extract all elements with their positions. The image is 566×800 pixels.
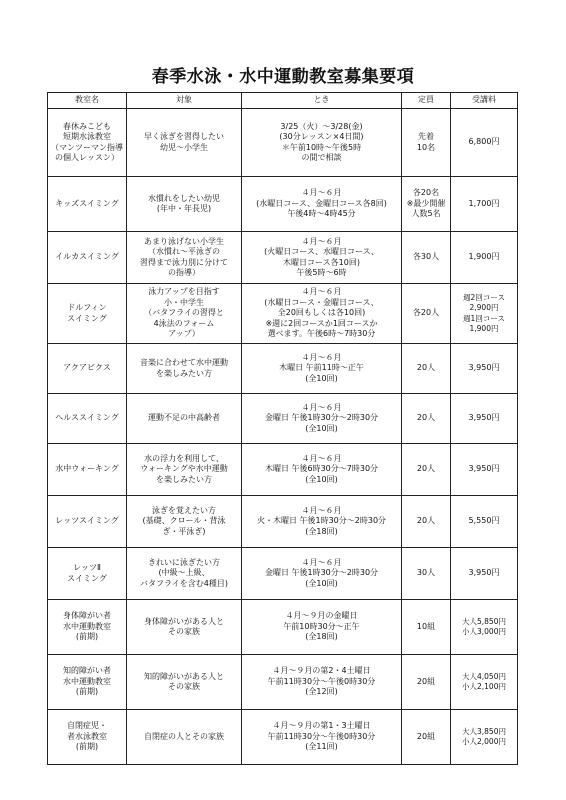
course-capacity: 20組 (402, 710, 451, 765)
table-row (48, 600, 518, 655)
course-target: 泳力アップを目指す 小・中学生 （バタフライの習得と 4泳法のフォーム アップ） (127, 284, 242, 344)
course-target: あまり泳げない小学生 （水慣れ～平泳ぎの 習得まで泳力別に分けて の指導） (127, 232, 242, 284)
table-row (48, 177, 518, 232)
course-fee: 3,950円 (451, 444, 518, 496)
course-time: 3/25（火）～3/28(金) (30分レッスン×4日間) ＊午前10時～午後5時 の間で相談 (242, 109, 402, 177)
course-name: レッツスイミング (48, 496, 127, 548)
course-name: イルカスイミング (48, 232, 127, 284)
course-fee: 3,950円 (451, 548, 518, 600)
course-time: ４月～６月 木曜日 午前11時～正午 (全10回) (242, 344, 402, 394)
course-time: ４月～９月の金曜日 午前10時30分～正午 (全18回) (242, 600, 402, 655)
header-row (48, 93, 518, 109)
course-target: 水の浮力を利用して、 ウォーキングや水中運動 を楽しみたい方 (127, 444, 242, 496)
course-capacity: 各20人 (402, 284, 451, 344)
header-fee: 受講料 (451, 93, 518, 109)
course-capacity: 各20名 ※最少開催 人数5名 (402, 177, 451, 232)
course-fee: 大人3,850円 小人2,000円 (451, 710, 518, 765)
table-row (48, 710, 518, 765)
course-time: ４月～９月の第2・4土曜日 午前11時30分～午後0時30分 (全12回) (242, 655, 402, 710)
course-target: 身体障がいがある人と その家族 (127, 600, 242, 655)
course-time: ４月～６月 火・木曜日 午後1時30分～2時30分 (全18回) (242, 496, 402, 548)
page-title: 春季水泳・水中運動教室募集要項 (151, 67, 415, 87)
table-row (48, 394, 518, 444)
course-name: 知的障がい者 水中運動教室 (前期) (48, 655, 127, 710)
course-fee: 6,800円 (451, 109, 518, 177)
course-fee: 1,700円 (451, 177, 518, 232)
course-name: キッズスイミング (48, 177, 127, 232)
course-capacity: 先着 10名 (402, 109, 451, 177)
course-capacity: 20人 (402, 444, 451, 496)
course-time: ４月～６月 (水曜日コース・金曜日コース、 全20回もしくは各10回) ※週に2回コースか1回コースか 選べます。午後6時～7時30分 (242, 284, 402, 344)
course-fee: 5,550円 (451, 496, 518, 548)
course-time: ４月～６月 金曜日 午後1時30分～2時30分 (全10回) (242, 394, 402, 444)
course-target: 知的障がいがある人と その家族 (127, 655, 242, 710)
course-capacity: 20人 (402, 394, 451, 444)
course-name: 春休みこども 短期水泳教室 （マンツーマン指導 の個人レッスン） (48, 109, 127, 177)
course-name: アクアビクス (48, 344, 127, 394)
course-name: 自閉症児・ 者水泳教室 (前期) (48, 710, 127, 765)
table-row (48, 344, 518, 394)
course-capacity: 20人 (402, 496, 451, 548)
course-capacity: 30人 (402, 548, 451, 600)
course-table (47, 92, 518, 765)
table-row (48, 444, 518, 496)
course-fee: 週2回コース 2,900円 週1回コース 1,900円 (451, 284, 518, 344)
course-capacity: 20組 (402, 655, 451, 710)
course-capacity: 20人 (402, 344, 451, 394)
course-time: ４月～６月 (水曜日コース、金曜日コース各8回) 午後4時～4時45分 (242, 177, 402, 232)
course-fee: 3,950円 (451, 394, 518, 444)
course-fee: 1,900円 (451, 232, 518, 284)
table-row (48, 548, 518, 600)
course-fee: 大人5,850円 小人3,000円 (451, 600, 518, 655)
course-name: ドルフィン スイミング (48, 284, 127, 344)
table-row (48, 232, 518, 284)
header-target: 対象 (127, 93, 242, 109)
course-target: 運動不足の中高齢者 (127, 394, 242, 444)
course-target: 自閉症の人とその家族 (127, 710, 242, 765)
course-target: きれいに泳ぎたい方 (中級～上級、 バタフライを含む4種目) (127, 548, 242, 600)
table-row (48, 109, 518, 177)
course-fee: 3,950円 (451, 344, 518, 394)
course-target: 音楽に合わせて水中運動 を楽しみたい方 (127, 344, 242, 394)
table-row (48, 655, 518, 710)
course-target: 早く泳ぎを習得したい 幼児～小学生 (127, 109, 242, 177)
course-time: ４月～９月の第1・3土曜日 午前11時30分～午後0時30分 (全11回) (242, 710, 402, 765)
table-row (48, 496, 518, 548)
course-target: 水慣れをしたい幼児 (年中・年長児) (127, 177, 242, 232)
course-time: ４月～６月 金曜日 午後1時30分～2時30分 (全10回) (242, 548, 402, 600)
header-course-name: 教室名 (48, 93, 127, 109)
course-name: 水中ウォーキング (48, 444, 127, 496)
header-time: とき (242, 93, 402, 109)
header-capacity: 定員 (402, 93, 451, 109)
table-row (48, 284, 518, 344)
course-name: 身体障がい者 水中運動教室 (前期) (48, 600, 127, 655)
course-capacity: 各30人 (402, 232, 451, 284)
course-fee: 大人4,050円 小人2,100円 (451, 655, 518, 710)
course-capacity: 10組 (402, 600, 451, 655)
course-name: レッツⅡ スイミング (48, 548, 127, 600)
course-name: ヘルススイミング (48, 394, 127, 444)
course-time: ４月～６月 (火曜日コース、水曜日コース、 木曜日コース各10回) 午後5時～6時 (242, 232, 402, 284)
course-time: ４月～６月 木曜日 午後6時30分～7時30分 (全10回) (242, 444, 402, 496)
course-target: 泳ぎを覚えたい方 (基礎、クロール・背泳 ぎ・平泳ぎ) (127, 496, 242, 548)
